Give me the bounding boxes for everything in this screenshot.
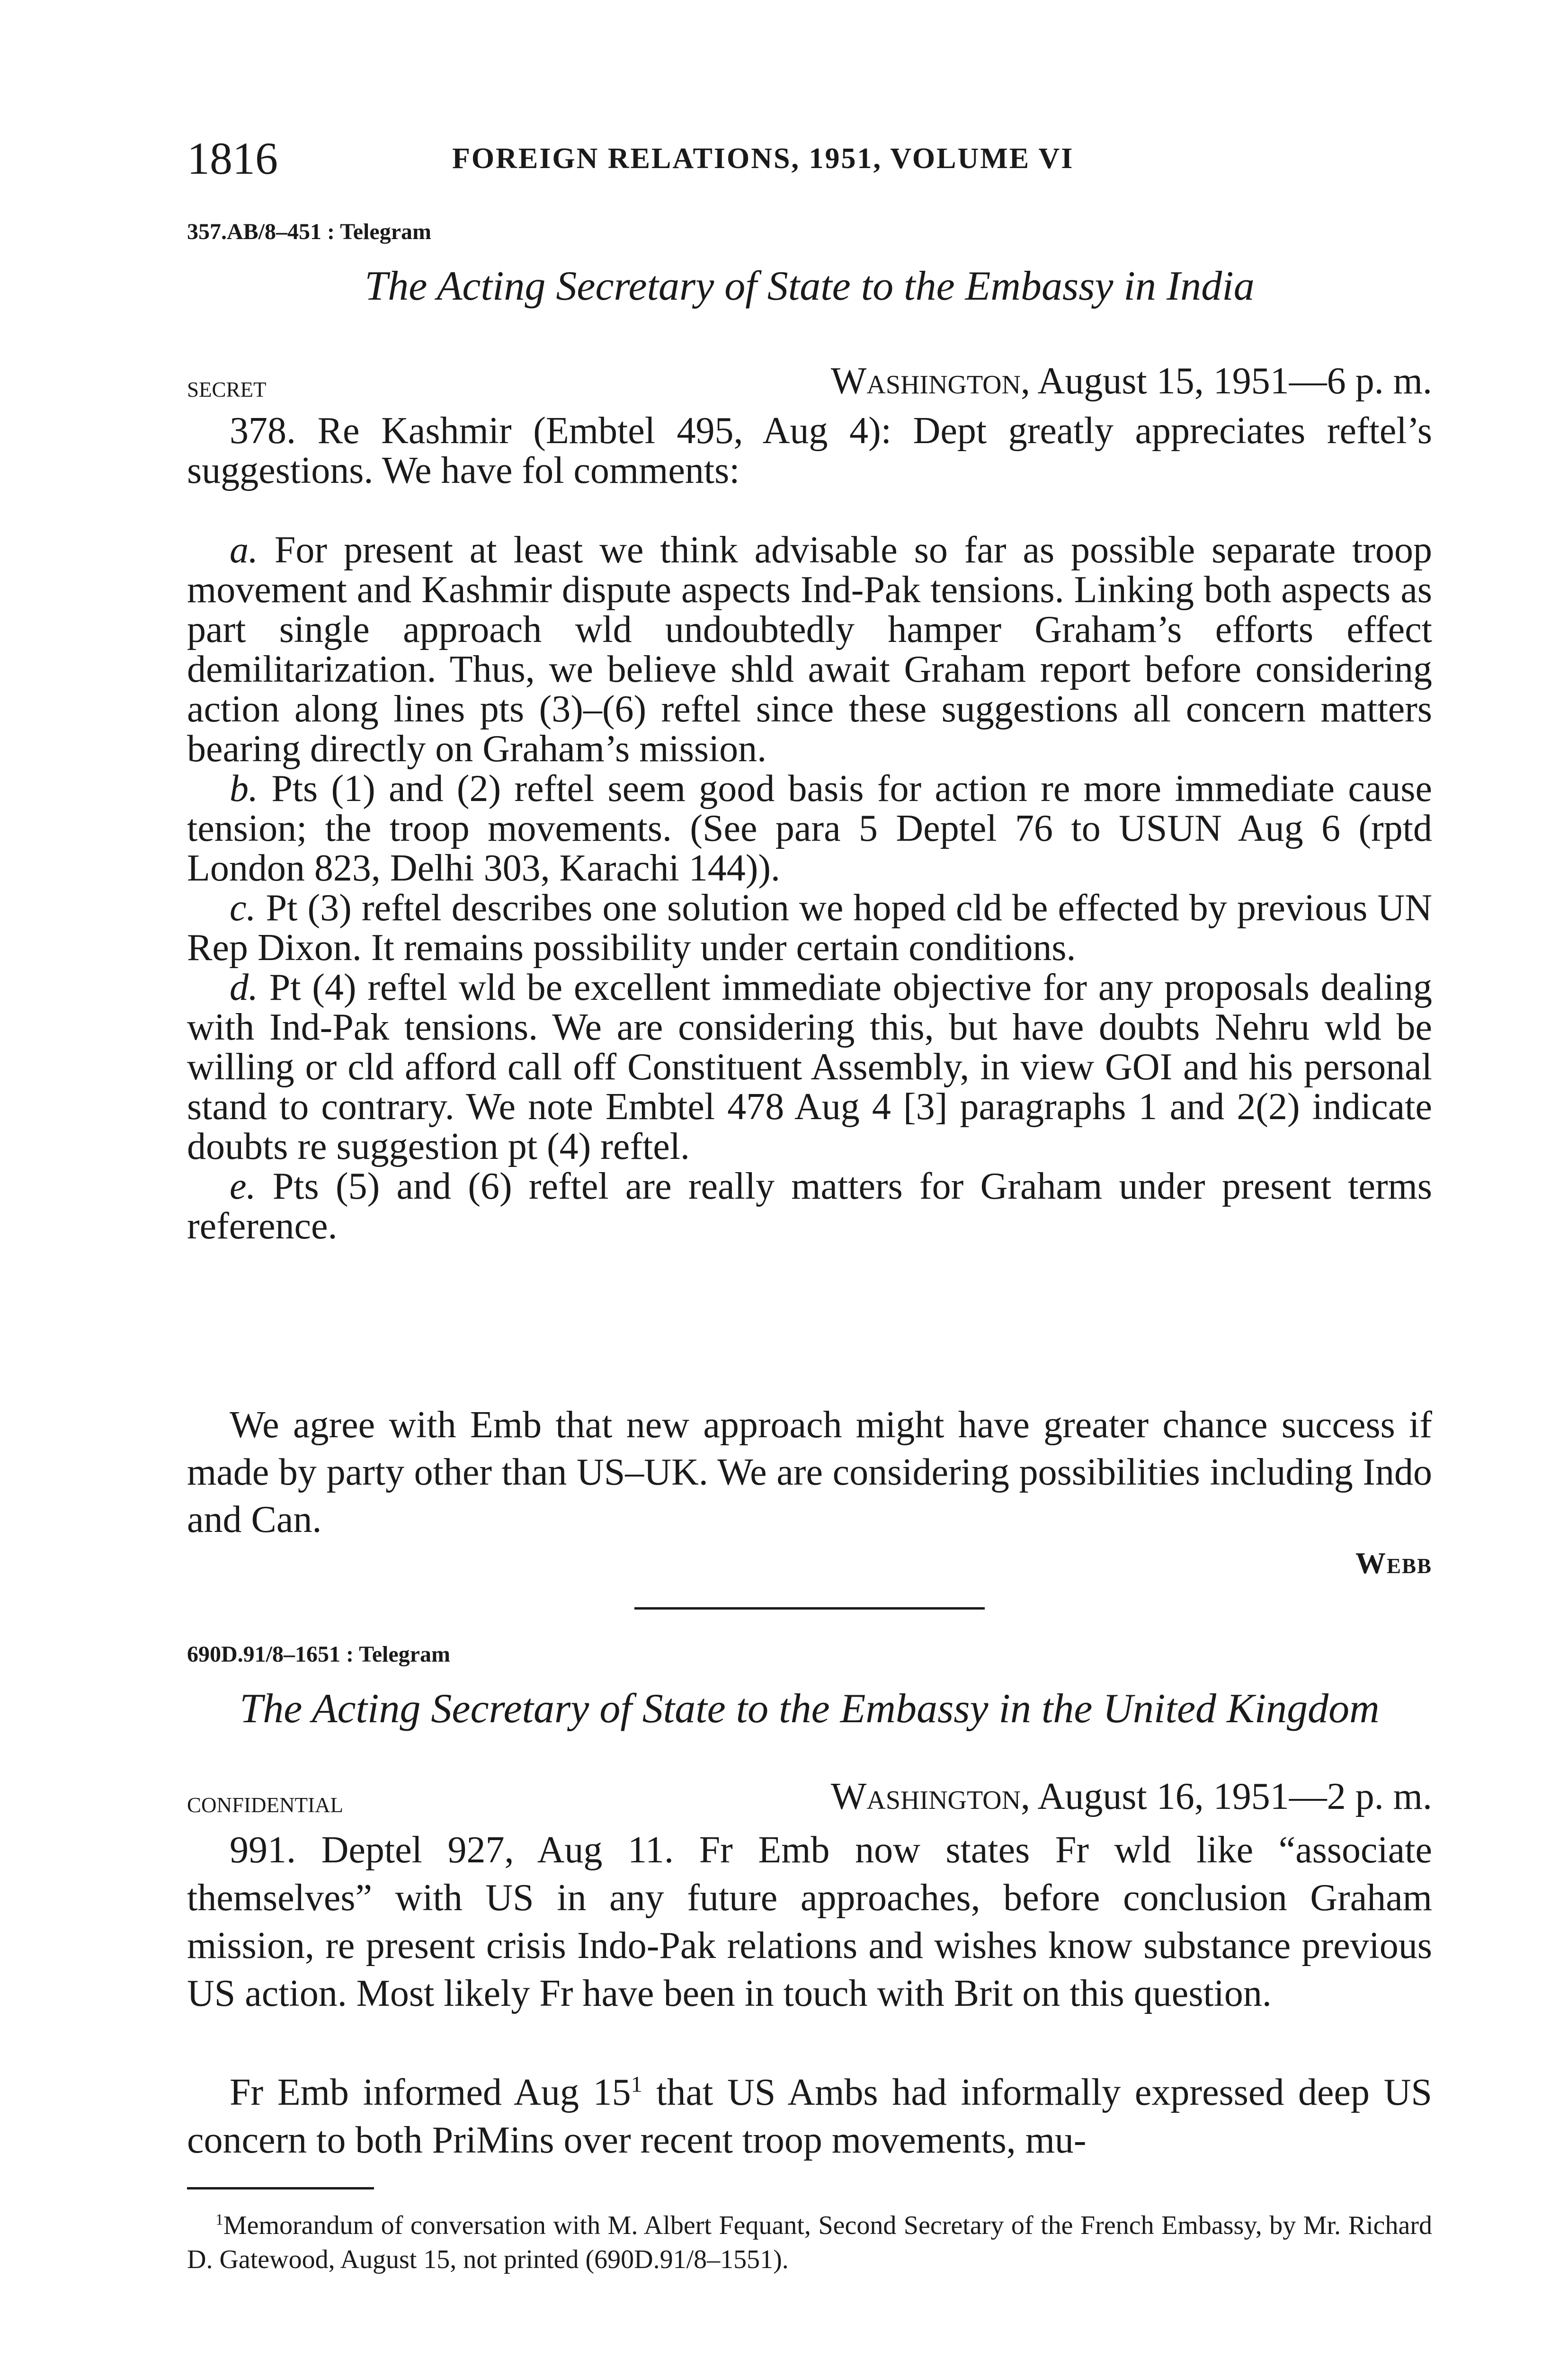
doc1-classification: secret bbox=[187, 370, 267, 403]
doc1-date: , August 15, 1951—6 p. m. bbox=[1021, 360, 1432, 402]
doc1-item-a-letter: a. bbox=[230, 529, 258, 571]
doc1-title: The Acting Secretary of State to the Embassy in India bbox=[365, 263, 1255, 309]
doc1-item-e-text: Pts (5) and (6) reftel are really matters for Graham under present terms reference. bbox=[187, 1166, 1433, 1247]
section-divider bbox=[634, 1607, 985, 1610]
doc1-place: Washington bbox=[830, 360, 1021, 402]
doc1-closing: We agree with Emb that new approach might have greater chance success if made by party other than US–UK. We are considering possibilities including Indo and Can. bbox=[187, 1404, 1432, 1540]
doc2-para1: 991. Deptel 927, Aug 11. Fr Emb now states Fr wld like “associate themselves” with US in any future approaches, before conclusion Graham mission, re present crisis Indo-Pak relations and wishes know substance previous US action. Most likely Fr have been in touch with Brit on this question. bbox=[187, 1829, 1432, 2014]
footnote-marker: 1 bbox=[215, 2211, 223, 2229]
page-header bbox=[187, 125, 1432, 192]
doc1-intro: 378. Re Kashmir (Embtel 495, Aug 4): Dept greatly appreciates reftel’s suggestions. We have fol comments: bbox=[187, 410, 1432, 491]
doc2-place: Washington bbox=[830, 1776, 1021, 1817]
doc2-place-date bbox=[831, 1773, 1432, 1820]
doc1-item-c bbox=[187, 888, 1432, 968]
doc1-item-e bbox=[187, 1166, 1432, 1246]
doc1-file-ref: 357.AB/8–451 : Telegram bbox=[187, 219, 431, 244]
doc2-dateline bbox=[187, 1773, 1432, 1820]
doc1-items bbox=[187, 530, 1432, 1246]
page-number: 1816 bbox=[187, 133, 278, 184]
doc1-place-date bbox=[831, 357, 1432, 405]
doc1-item-c-letter: c. bbox=[230, 887, 256, 929]
doc2-classification: confidential bbox=[187, 1785, 343, 1819]
doc1-item-d bbox=[187, 968, 1432, 1166]
footnote-text: Memorandum of conversation with M. Albert Fequant, Second Secretary of the French Embassy, by Mr. Richard D. Gatewood, August 15, not printed (690D.91/8–1551). bbox=[187, 2211, 1432, 2274]
doc1-item-c-text: Pt (3) reftel describes one solution we hoped cld be effected by previous UN Rep Dixon. It remains possibility under certain conditions. bbox=[187, 887, 1433, 969]
doc1-item-b bbox=[187, 769, 1432, 888]
doc2-title: The Acting Secretary of State to the Embassy in the United Kingdom bbox=[240, 1686, 1380, 1732]
doc1-item-b-text: Pts (1) and (2) reftel seem good basis for action re more immediate cause tension; the troop movements. (See para 5 Deptel 76 to USUN Aug 6 (rptd London 823, Delhi 303, Karachi 144)). bbox=[187, 768, 1432, 889]
doc1-item-e-letter: e. bbox=[230, 1166, 256, 1207]
footnote-rule bbox=[187, 2187, 374, 2189]
doc2-para2-start: Fr Emb informed Aug 15 bbox=[230, 2072, 631, 2113]
doc1-item-d-letter: d. bbox=[230, 967, 258, 1008]
doc1-signature: Webb bbox=[1355, 1546, 1432, 1580]
doc2-date: , August 16, 1951—2 p. m. bbox=[1021, 1776, 1432, 1817]
running-title: FOREIGN RELATIONS, 1951, VOLUME VI bbox=[452, 142, 1074, 175]
doc1-item-d-text: Pt (4) reftel wld be excellent immediate objective for any proposals dealing with Ind-Pak tensions. We are considering this, but have doubts Nehru wld be willing or cld afford call off Constituent Assembly, in view GOI and his personal stand to contrary. We note Embtel 478 Aug 4 [3] paragraphs 1 and 2(2) indicate doubts re suggestion pt (4) reftel. bbox=[187, 967, 1433, 1167]
doc1-item-a bbox=[187, 530, 1432, 769]
doc2-para2-end: that US Ambs had informally expressed deep US concern to both PriMins over recent troop movements, mu- bbox=[187, 2072, 1433, 2161]
doc2-para2 bbox=[187, 2069, 1432, 2164]
doc1-item-a-text: For present at least we think advisable so far as possible separate troop movement and Kashmir dispute aspects Ind-Pak tensions. Linking both aspects as part single approach wld undoubtedly hamper Graham’s efforts effect demilitarization. Thus, we believe shld await Graham report before considering action along lines pts (3)–(6) reftel since these suggestions all concern matters bearing directly on Graham’s mission. bbox=[187, 529, 1432, 770]
footnote bbox=[187, 2208, 1432, 2277]
doc1-item-b-letter: b. bbox=[230, 768, 258, 810]
doc1-dateline bbox=[187, 357, 1432, 405]
doc2-file-ref: 690D.91/8–1651 : Telegram bbox=[187, 1642, 450, 1667]
footnote-ref: 1 bbox=[631, 2072, 642, 2097]
